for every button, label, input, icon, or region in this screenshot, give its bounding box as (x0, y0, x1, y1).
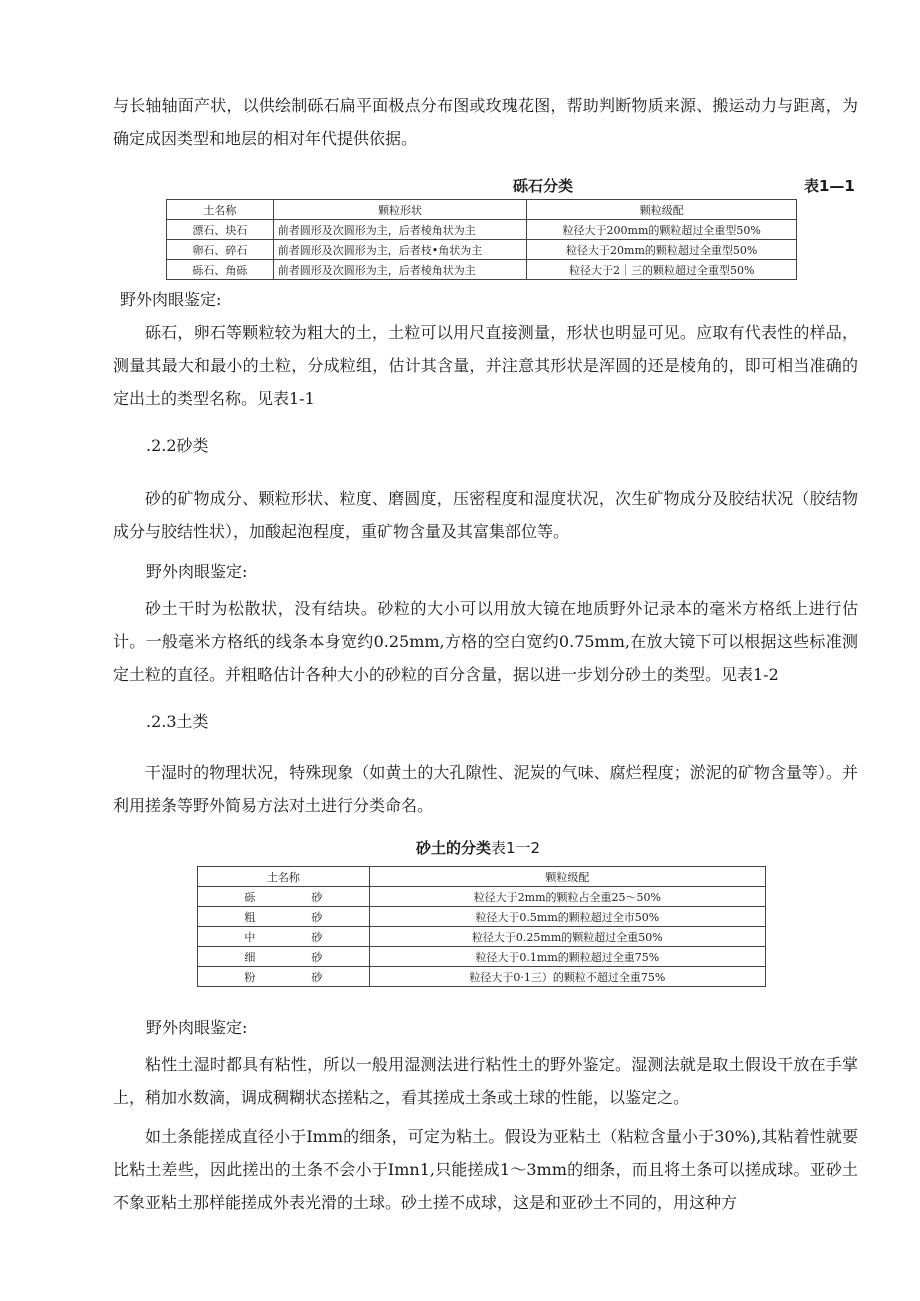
paragraph-sand-identification: 砂土干时为松散状，没有结块。砂粒的大小可以用放大镜在地质野外记录本的毫米方格纸上进行估计。一般毫米方格纸的线条本身宽约0.25mm,方格的空白宽约0.75mm,在放大镜下可以根据这些标准测定土粒的直径。并粗略估计各种大小的砂粒的百分含量，据以进一步划分砂土的类型。见表1-2 (113, 599, 858, 684)
table1-number (804, 176, 855, 196)
table-row (167, 220, 797, 240)
soil-name-char: 中 (244, 930, 256, 944)
table-cell (198, 887, 370, 907)
table1-caption: 砾石分类 (513, 177, 574, 195)
table2-caption-text: 砂土的分类 (416, 839, 492, 857)
field-identification-label: 野外肉眼鉴定: (146, 1018, 248, 1037)
table-header-cell: 土名称 (198, 867, 370, 887)
table-cell (198, 967, 370, 987)
table-row (167, 240, 797, 260)
paragraph-intro: 与长轴轴面产状，以供绘制砾石扁平面极点分布图或玫瑰花图，帮助判断物质来源、搬运动力与距离，为确定成因类型和地层的相对年代提供依据。 (113, 96, 858, 148)
table-cell: 前者圆形及次圆形为主，后者棱角状为主 (273, 260, 527, 280)
table-cell (198, 927, 370, 947)
table2-caption (416, 838, 540, 858)
table-cell: 粒径大于0·1三）的颗粒不超过全重75% (369, 967, 765, 987)
sand-classification-table (197, 866, 766, 987)
table-cell: 粒径大于2｜三的颗粒超过全重型50% (527, 260, 797, 280)
paragraph-sand-properties: 砂的矿物成分、颗粒形状、粒度、磨圆度，压密程度和湿度状况，次生矿物成分及胶结状况（胶结物成分与胶结性状），加酸起泡程度，重矿物含量及其富集部位等。 (113, 489, 858, 541)
table1-number-text: 表1—1 (804, 177, 855, 195)
table-cell: 粒径大于2mm的颗粒占全重25～50% (369, 887, 765, 907)
table-cell: 砾石、角砾 (167, 260, 274, 280)
soil-name-char: 粉 (244, 970, 256, 984)
table-header-cell: 颗粒形状 (273, 200, 527, 220)
table-cell: 粒径大于20mm的颗粒超过全重型50% (527, 240, 797, 260)
table-header-cell: 颗粒级配 (369, 867, 765, 887)
soil-name-char: 砂 (311, 950, 323, 964)
table-cell: 粒径大于200mm的颗粒超过全重型50% (527, 220, 797, 240)
soil-name-char: 砂 (311, 930, 323, 944)
field-identification-label: 野外肉眼鉴定: (120, 290, 222, 309)
paragraph-soil-properties: 干湿时的物理状况，特殊现象（如黄土的大孔隙性、泥炭的气味、腐烂程度；淤泥的矿物含量等）。并利用搓条等野外简易方法对土进行分类命名。 (113, 763, 858, 815)
soil-name-char: 砂 (311, 910, 323, 924)
table-cell (198, 907, 370, 927)
section-heading-soil: .2.3土类 (146, 712, 209, 731)
soil-name-char: 砾 (244, 890, 256, 904)
table-row (198, 907, 766, 927)
paragraph-clay-method: 粘性土湿时都具有粘性，所以一般用湿测法进行粘性土的野外鉴定。湿测法就是取土假设干放在手掌上，稍加水数滴，调成稠糊状态搓粘之，看其搓成土条或土球的性能，以鉴定之。 (113, 1055, 858, 1107)
table-header-row (198, 867, 766, 887)
table-cell: 漂石、块石 (167, 220, 274, 240)
soil-name-char: 砂 (311, 890, 323, 904)
table-header-cell: 土名称 (167, 200, 274, 220)
paragraph-clay-rolling: 如土条能搓成直径小于Imm的细条，可定为粘土。假设为亚粘土（粘粒含量小于30%),其粘着性就要比粘土差些，因此搓出的土条不会小于Imn1,只能搓成1～3mm的细条，而且将土条可以搓成球。亚砂土不象亚粘土那样能搓成外表光滑的土球。砂土搓不成球，这是和亚砂土不同的，用这种方 (113, 1127, 858, 1212)
table-cell: 粒径大于0.1mm的颗粒超过全重75% (369, 947, 765, 967)
soil-name-char: 细 (244, 950, 256, 964)
field-identification-label: 野外肉眼鉴定: (146, 562, 248, 581)
table2-number: 表1一2 (491, 839, 541, 857)
soil-name-char: 粗 (244, 910, 256, 924)
table-row (167, 260, 797, 280)
soil-name-char: 砂 (311, 970, 323, 984)
table-row (198, 927, 766, 947)
table-cell (198, 947, 370, 967)
table-cell: 前者圆形及次圆形为主，后者枝•角状为主 (273, 240, 527, 260)
section-heading-sand: .2.2砂类 (146, 436, 209, 455)
table-header-cell: 颗粒级配 (527, 200, 797, 220)
table-row (198, 887, 766, 907)
paragraph-gravel: 砾石，卵石等颗粒较为粗大的土，土粒可以用尺直接测量，形状也明显可见。应取有代表性的样品，测量其最大和最小的土粒，分成粒组，估计其含量，并注意其形状是浑圆的还是棱角的，即可相当准确的定出土的类型名称。见表1-1 (113, 323, 858, 408)
table-cell: 前者圆形及次圆形为主，后者棱角状为主 (273, 220, 527, 240)
table-row (198, 967, 766, 987)
table-cell: 粒径大于0.5mm的颗粒超过全市50% (369, 907, 765, 927)
table-cell: 粒径大于0.25mm的颗粒超过全重50% (369, 927, 765, 947)
table-row (198, 947, 766, 967)
gravel-classification-table (166, 199, 797, 280)
table-header-row (167, 200, 797, 220)
table-cell: 卵石、碎石 (167, 240, 274, 260)
